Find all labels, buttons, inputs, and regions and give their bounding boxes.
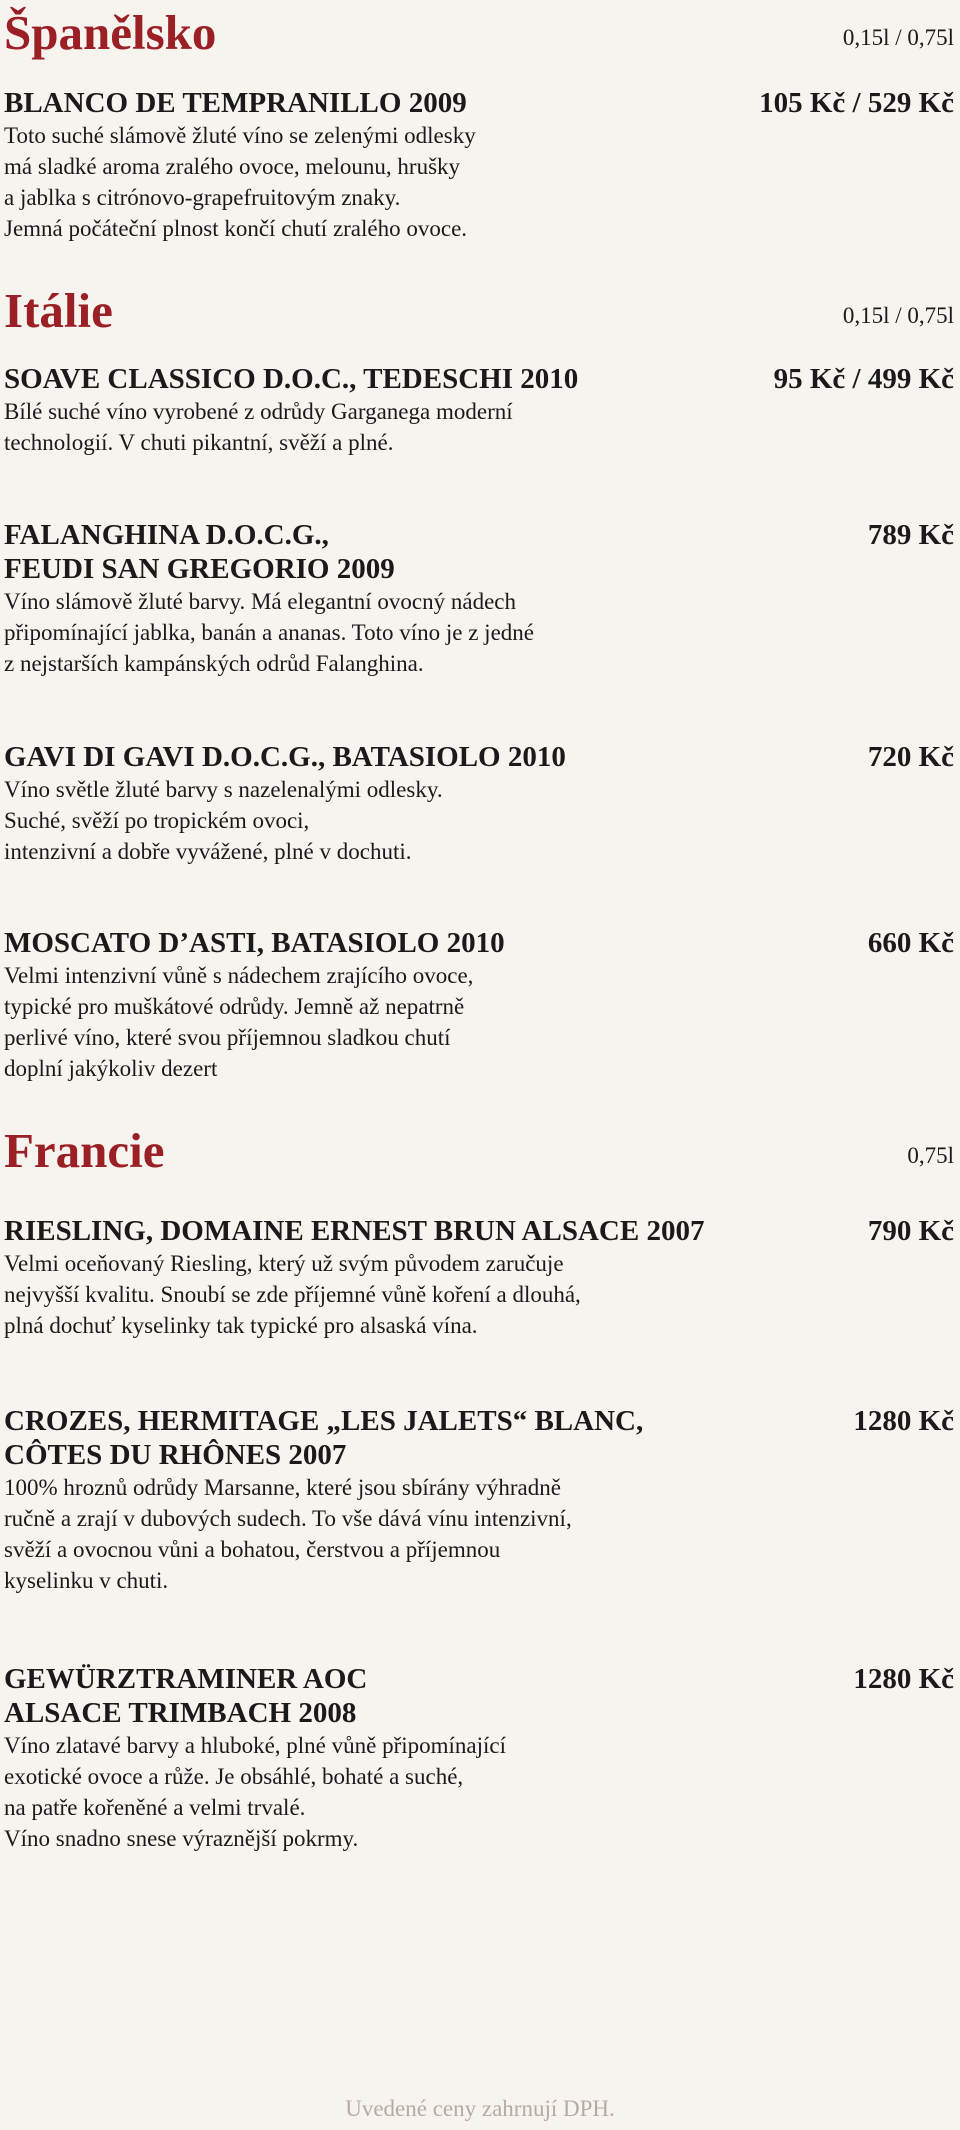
wine-name: RIESLING, DOMAINE ERNEST BRUN ALSACE 2007 [4,1215,705,1247]
wine-name: BLANCO DE TEMPRANILLO 2009 [4,87,467,119]
section-header-italy [4,283,956,346]
section-volume: 0,15l / 0,75l [842,25,954,50]
wine-item [4,86,956,244]
wine-price: 1280 Kč [853,1663,954,1695]
section-title: Španělsko [4,5,217,60]
wine-name: GEWÜRZTRAMINER AOC ALSACE TRIMBACH 2008 [4,1663,368,1729]
wine-name: GAVI DI GAVI D.O.C.G., BATASIOLO 2010 [4,741,566,773]
section-header-spain [4,5,956,68]
wine-description: Velmi intenzivní vůně s nádechem zrajícího ovoce, typické pro muškátové odrůdy. Jemně až nepatrně perlivé víno, které svou příjemnou sladkou chutí doplní jakýkoliv dezert [4,963,474,1081]
wine-name: CROZES, HERMITAGE „LES JALETS“ BLANC, CÔTES DU RHÔNES 2007 [4,1405,644,1471]
wine-price: 105 Kč / 529 Kč [759,87,954,119]
wine-item [4,1662,956,1854]
wine-price: 660 Kč [867,927,954,959]
section-volume: 0,75l [907,1143,954,1168]
wine-description: Víno světle žluté barvy s nazelenalými odlesky. Suché, svěží po tropickém ovoci, intenzivní a dobře vyvážené, plné v dochuti. [4,777,443,864]
wine-name: SOAVE CLASSICO D.O.C., TEDESCHI 2010 [4,363,579,395]
wine-description: Bílé suché víno vyrobené z odrůdy Garganega moderní technologií. V chuti pikantní, svěží a plné. [4,399,513,455]
wine-item [4,1214,956,1341]
wine-description: Toto suché slámově žluté víno se zelenými odlesky má sladké aroma zralého ovoce, melounu, hrušky a jablka s citrónovo-grapefruitovým znaky. Jemná počáteční plnost končí chutí zralého ovoce. [4,123,476,241]
wine-item [4,1404,956,1596]
wine-name: FALANGHINA D.O.C.G., FEUDI SAN GREGORIO 2009 [4,519,395,585]
section-volume: 0,15l / 0,75l [842,303,954,328]
wine-item [4,362,956,458]
section-title: Francie [4,1123,165,1178]
wine-name: MOSCATO D’ASTI, BATASIOLO 2010 [4,927,505,959]
wine-price: 790 Kč [867,1215,954,1247]
wine-price: 95 Kč / 499 Kč [773,363,954,395]
wine-description: 100% hroznů odrůdy Marsanne, které jsou sbírány výhradně ručně a zrají v dubových sudech. To vše dává vínu intenzivní, svěží a ovocnou vůni a bohatou, čerstvou a příjemnou kyselinku v chuti. [4,1475,572,1593]
wine-price: 789 Kč [867,519,954,551]
wine-item [4,740,956,867]
wine-description: Velmi oceňovaný Riesling, který už svým původem zaručuje nejvyšší kvalitu. Snoubí se zde příjemné vůně koření a dlouhá, plná dochuť kyselinky tak typické pro alsaská vína. [4,1251,581,1338]
section-header-france [4,1123,956,1186]
footer-note: Uvedené ceny zahrnují DPH. [345,2096,615,2121]
wine-description: Víno slámově žluté barvy. Má elegantní ovocný nádech připomínající jablka, banán a ananas. Toto víno je z jedné z nejstarších kampánských odrůd Falanghina. [4,589,534,676]
section-title: Itálie [4,283,113,338]
wine-price: 1280 Kč [853,1405,954,1437]
wine-item [4,926,956,1084]
wine-price: 720 Kč [867,741,954,773]
wine-description: Víno zlatavé barvy a hluboké, plné vůně připomínající exotické ovoce a růže. Je obsáhlé, bohaté a suché, na patře kořeněné a velmi trvalé. Víno snadno snese výraznější pokrmy. [4,1733,507,1851]
wine-item [4,518,956,679]
